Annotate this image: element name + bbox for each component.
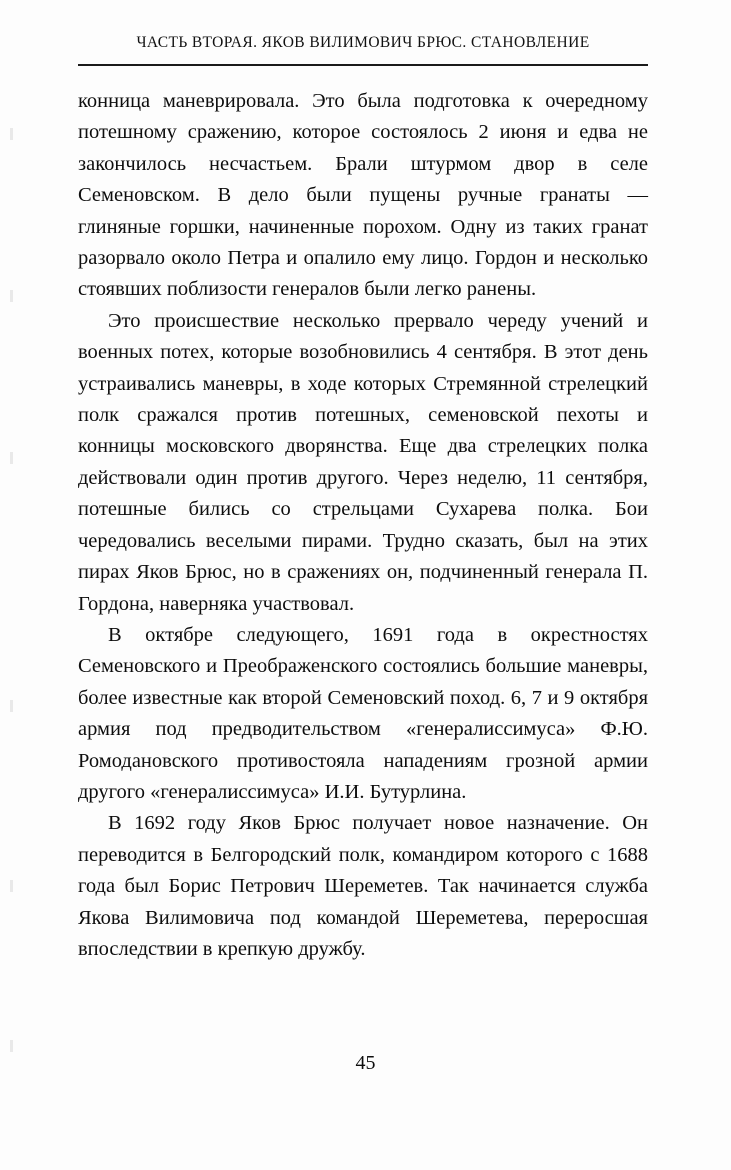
header-rule <box>78 64 648 66</box>
running-head: ЧАСТЬ ВТОРАЯ. ЯКОВ ВИЛИМОВИЧ БРЮС. СТАНОВЛЕНИЕ <box>136 34 590 51</box>
scan-edge-marks <box>8 0 22 1170</box>
page-number: 45 <box>355 1052 376 1074</box>
page-content <box>78 34 648 965</box>
paragraph-2: Это происшествие несколько прервало череду учений и военных потех, которые возобновились 4 сентября. В этот день устраивались маневры, в ходе которых Стремянной стрелецкий полк сражался против потешных, семеновской пехоты и конницы московского дворянства. Еще два стрелецких полка действовали один против другого. Через неделю, 11 сентября, потешные бились со стрельцами Сухарева полка. Бои чередовались веселыми пирами. Трудно сказать, был на этих пирах Яков Брюс, но в сражениях он, подчиненный генерала П. Гордона, наверняка участвовал. <box>78 309 648 615</box>
body-text <box>78 86 648 965</box>
paragraph-3: В октябре следующего, 1691 года в окрестностях Семеновского и Преображенского состоялись большие маневры, более известные как второй Семеновский поход. 6, 7 и 9 октября армия под предводительством «генералиссимуса» Ф.Ю. Ромодановского противостояла нападениям грозной армии другого «генералиссимуса» И.И. Бутурлина. <box>78 623 648 803</box>
paragraph-1: конница маневрировала. Это была подготовка к очередному потешному сражению, которое состоялось 2 июня и едва не закончилось несчастьем. Брали штурмом двор в селе Семеновском. В дело были пущены ручные гранаты — глиняные горшки, начиненные порохом. Одну из таких гранат разорвало около Петра и опалило ему лицо. Гордон и несколько стоявших поблизости генералов были легко ранены. <box>78 90 648 301</box>
paragraph-4: В 1692 году Яков Брюс получает новое назначение. Он переводится в Белгородский полк, командиром которого с 1688 года был Борис Петрович Шереметев. Так начинается служба Якова Вилимовича под командой Шереметева, переросшая впоследствии в крепкую дружбу. <box>78 812 648 960</box>
